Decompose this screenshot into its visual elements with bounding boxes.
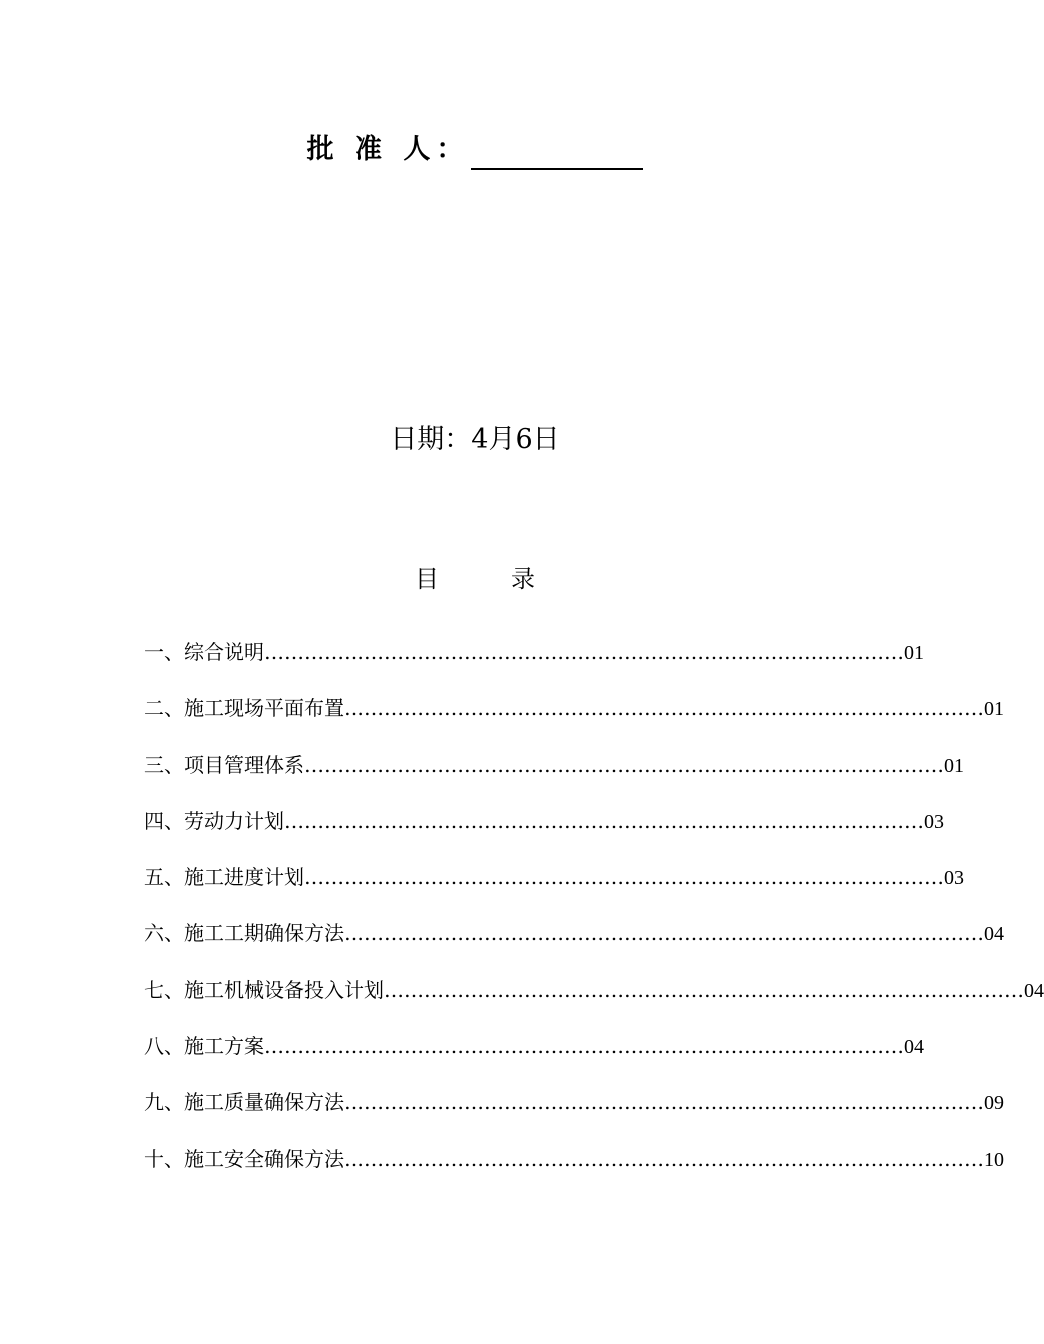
toc-dot-leader: …………………………………………………………………………………… [264,640,904,664]
toc-item-label: 九、施工质量确保方法 [144,1090,344,1115]
toc-item-label: 六、施工工期确保方法 [144,921,344,946]
toc-item-label: 四、劳动力计划 [144,808,284,833]
toc-item[interactable] [144,690,1004,746]
toc-item-page: 03 [924,810,944,833]
toc-item-page: 04 [1024,979,1044,1002]
toc-item-label: 八、施工方案 [144,1034,264,1059]
toc-item[interactable] [144,747,964,803]
toc-item[interactable] [144,1141,1004,1197]
approver-line [0,130,950,170]
toc-dot-leader: …………………………………………………………………………………… [384,977,1024,1002]
toc-item[interactable] [144,634,924,690]
toc-dot-leader: …………………………………………………………………………………… [264,1034,904,1059]
toc-item-label: 三、项目管理体系 [144,752,304,777]
toc-item-page: 01 [904,642,924,664]
toc-title-left: 目 [415,565,439,593]
table-of-contents [144,634,1044,1197]
toc-item[interactable] [144,1028,924,1084]
toc-item-page: 10 [984,1148,1004,1171]
toc-item-page: 04 [904,1036,924,1059]
toc-item-label: 一、综合说明 [144,640,264,664]
toc-item-page: 01 [944,754,964,777]
toc-dot-leader: …………………………………………………………………………………… [284,808,924,833]
toc-item[interactable] [144,1084,1004,1140]
toc-item[interactable] [144,803,944,859]
toc-dot-leader: …………………………………………………………………………………… [344,1090,984,1115]
toc-dot-leader: …………………………………………………………………………………… [344,921,984,946]
toc-dot-leader: …………………………………………………………………………………… [344,696,984,721]
toc-item-label: 五、施工进度计划 [144,865,304,890]
toc-item-label: 七、施工机械设备投入计划 [144,977,384,1002]
toc-item-page: 04 [984,923,1004,946]
toc-item-label: 十、施工安全确保方法 [144,1146,344,1171]
toc-item-page: 01 [984,698,1004,721]
approver-label: 批 准 人： [306,134,470,165]
toc-dot-leader: …………………………………………………………………………………… [304,865,944,890]
toc-dot-leader: …………………………………………………………………………………… [344,1146,984,1171]
document-date: 日期：4月6日 [390,424,560,455]
toc-item-page: 09 [984,1092,1004,1115]
toc-title [0,561,950,597]
toc-title-right: 录 [511,565,535,593]
toc-item-page: 03 [944,867,964,890]
toc-dot-leader: …………………………………………………………………………………… [304,752,944,777]
toc-item[interactable] [144,972,1044,1028]
toc-item[interactable] [144,915,1004,971]
toc-item[interactable] [144,859,964,915]
approver-signature-blank [471,138,643,170]
toc-item-label: 二、施工现场平面布置 [144,696,344,721]
